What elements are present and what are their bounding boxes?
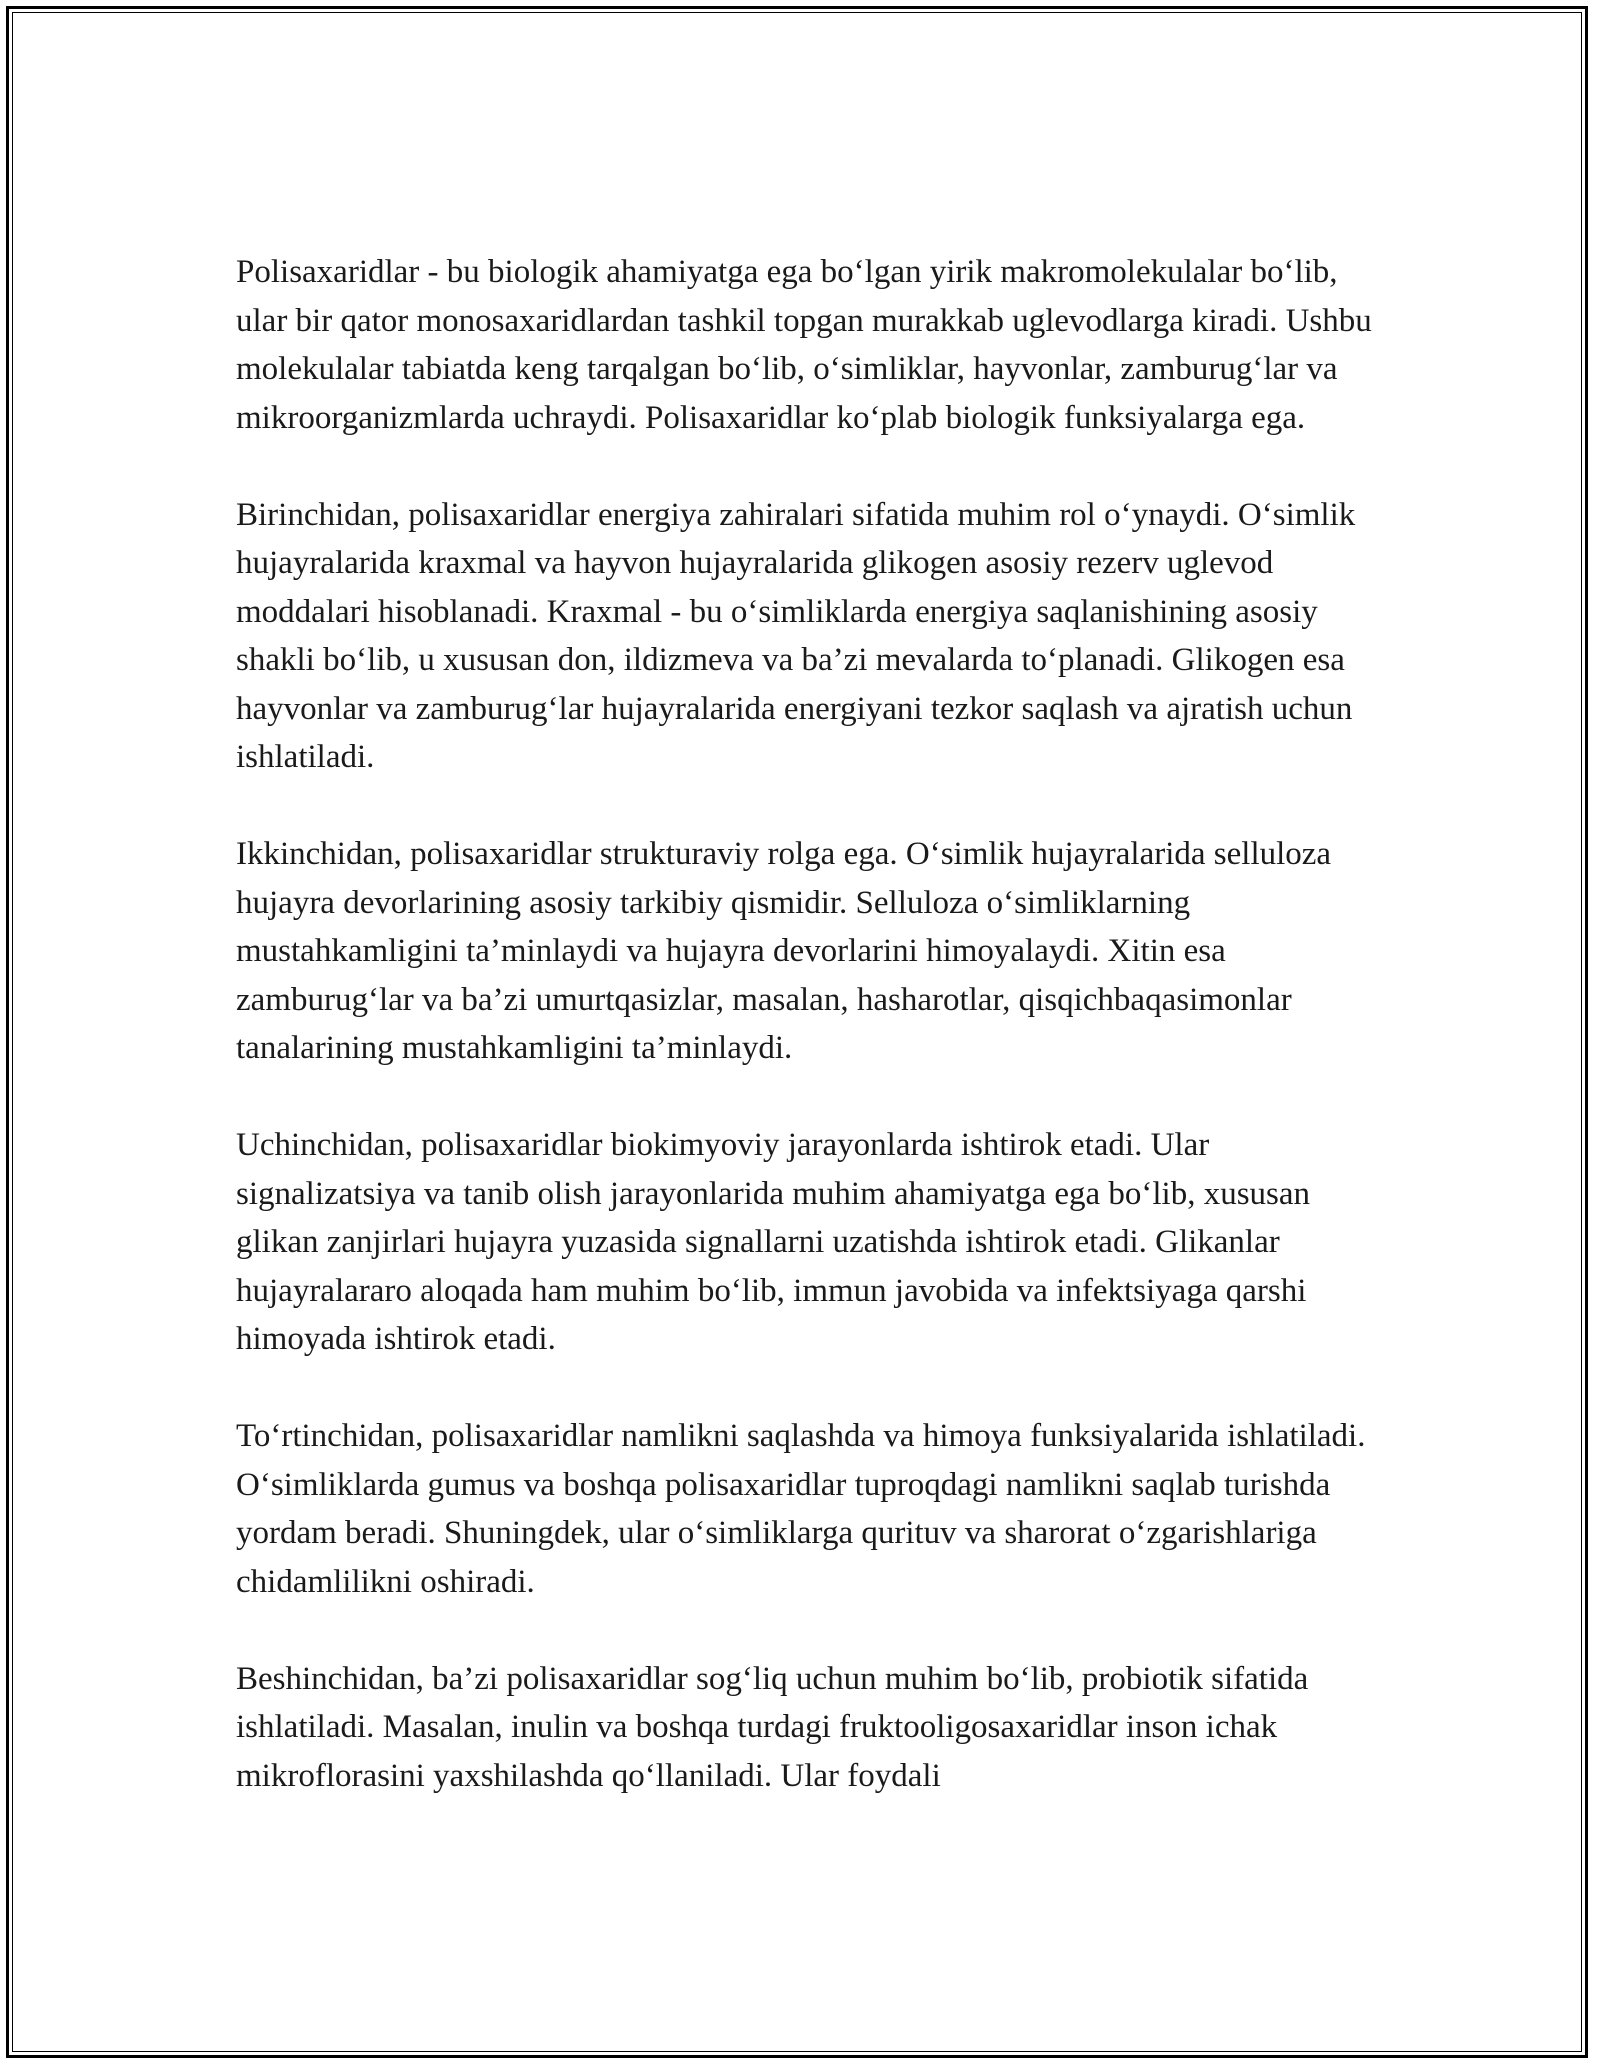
paragraph-moisture: To‘rtinchidan, polisaxaridlar namlikni saqlashda va himoya funksiyalarida ishlatiladi. O‘simliklarda gumus va boshqa polisaxaridlar tuproqdagi namlikni saqlab turishda yordam beradi. Shuningdek, ular o‘simliklarga qurituv va sharorat o‘zgarishlariga chidamlilikni oshiradi. [236, 1418, 1366, 1600]
paragraph-health: Beshinchidan, ba’zi polisaxaridlar sog‘liq uchun muhim bo‘lib, probiotik sifatida ishlatiladi. Masalan, inulin va boshqa turdagi fruktooligosaxaridlar inson ichak mikroflorasini yaxshilashda qo‘llaniladi. Ular foydali [236, 1660, 1309, 1794]
document-body [236, 248, 1396, 1849]
paragraph-energy: Birinchidan, polisaxaridlar energiya zahiralari sifatida muhim rol o‘ynaydi. O‘simlik hujayralarida kraxmal va hayvon hujayralarida glikogen asosiy rezerv uglevod moddalari hisoblanadi. Kraxmal - bu o‘simliklarda energiya saqlanishining asosiy shakli bo‘lib, u xususan don, ildizmeva va ba’zi mevalarda to‘planadi. Glikogen esa hayvonlar va zamburug‘lar hujayralarida energiyani tezkor saqlash va ajratish uchun ishlatiladi. [236, 496, 1356, 775]
paragraph-structure: Ikkinchidan, polisaxaridlar strukturaviy rolga ega. O‘simlik hujayralarida selluloza hujayra devorlarining asosiy tarkibiy qismidir. Selluloza o‘simliklarning mustahkamligini ta’minlaydi va hujayra devorlarini himoyalaydi. Xitin esa zamburug‘lar va ba’zi umurtqasizlar, masalan, hasharotlar, qisqichbaqasimonlar tanalarining mustahkamligini ta’minlaydi. [236, 836, 1332, 1066]
paragraph-biochemistry: Uchinchidan, polisaxaridlar biokimyoviy jarayonlarda ishtirok etadi. Ular signalizatsiya va tanib olish jarayonlarida muhim ahamiyatga ega bo‘lib, xususan glikan zanjirlari hujayra yuzasida signallarni uzatishda ishtirok etadi. Glikanlar hujayralararo aloqada ham muhim bo‘lib, immun javobida va infektsiyaga qarshi himoyada ishtirok etadi. [236, 1127, 1311, 1357]
paragraph-intro: Polisaxaridlar - bu biologik ahamiyatga ega bo‘lgan yirik makromolekulalar bo‘lib, ular bir qator monosaxaridlardan tashkil topgan murakkab uglevodlarga kiradi. Ushbu molekulalar tabiatda keng tarqalgan bo‘lib, o‘simliklar, hayvonlar, zamburug‘lar va mikroorganizmlarda uchraydi. Polisaxaridlar ko‘plab biologik funksiyalarga ega. [236, 254, 1372, 436]
